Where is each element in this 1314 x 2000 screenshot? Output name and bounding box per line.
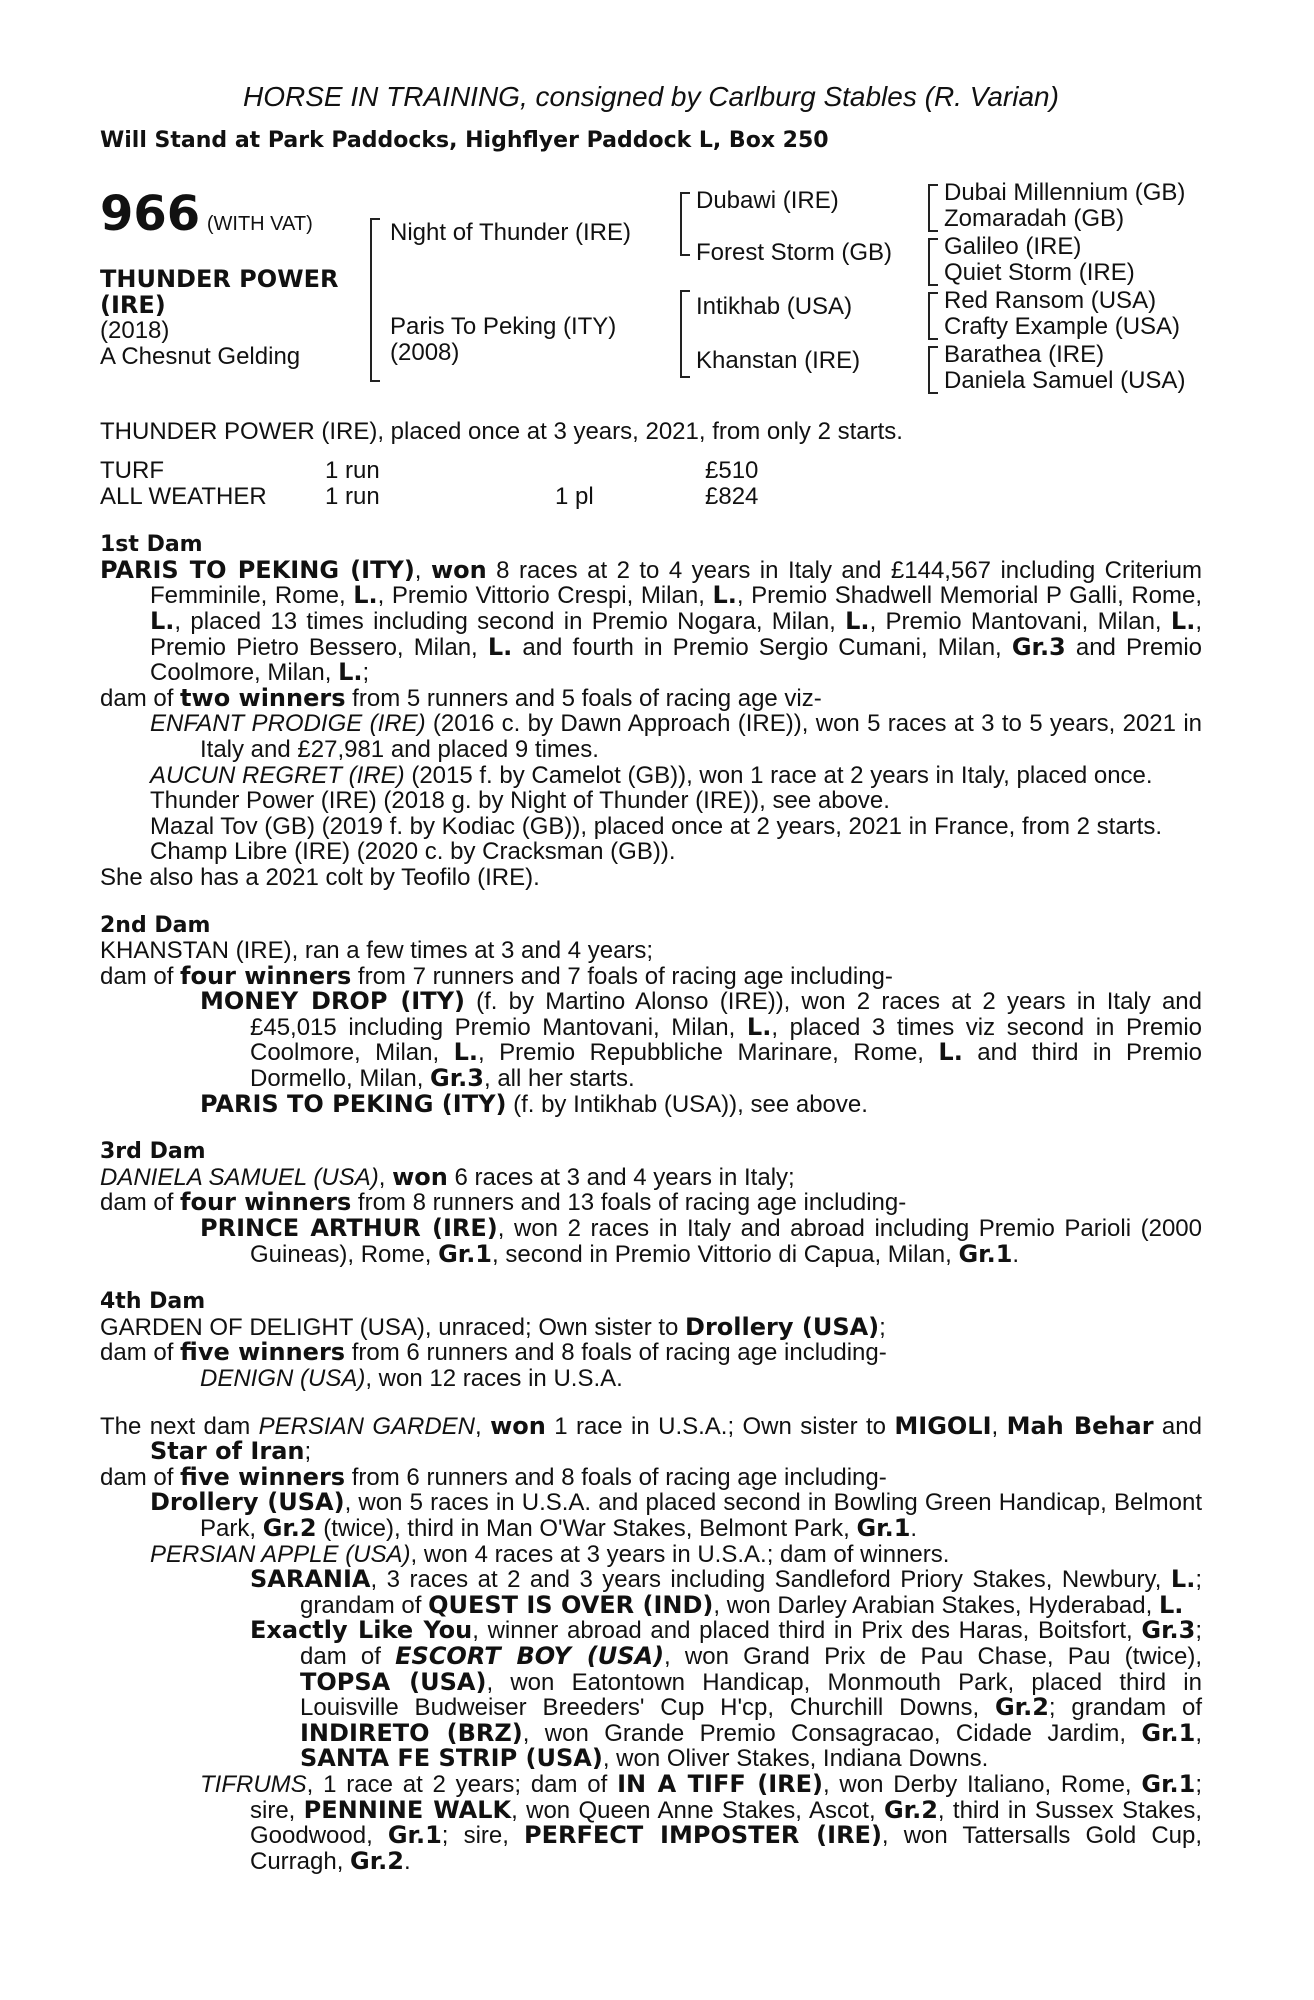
lot-number: 966 (100, 185, 201, 242)
fourth-dam-section (100, 1289, 1202, 1391)
dam: Paris To Peking (ITY) (390, 312, 617, 340)
first-dam-note: She also has a 2021 colt by Teofilo (IRE). (100, 863, 540, 891)
pedigree-block (100, 180, 1202, 415)
first-dam-record: PARIS TO PEKING (ITY), won 8 races at 2 to 4 years in Italy and £144,567 including Criterium Femminile, Rome, L., Premio Vittorio Crespi, Milan, L., Premio Shadwell Memorial P Galli, Rome, L., placed 13 times including second in Premio Nogara, Milan, L., Premio Mantovani, Milan, L., Premio Pietro Bessero, Milan, L. and fourth in Premio Sergio Cumani, Milan, Gr.3 and Premio Coolmore, Milan, L.; (100, 555, 1203, 687)
record-surface: TURF (100, 457, 164, 485)
ggp-brace-4 (928, 346, 938, 394)
sire-dam-brace (370, 218, 380, 382)
sire-sire: Dubawi (IRE) (696, 186, 839, 214)
list-item: MONEY DROP (ITY) (f. by Martino Alonso (IRE)), won 2 races at 2 years in Italy and £45,015 including Premio Mantovani, Milan, L., placed 3 times viz second in Premio Coolmore, Milan, L., Premio Repubbliche Marinare, Rome, L. and third in Premio Dormello, Milan, Gr.3, all her starts. (200, 987, 1203, 1093)
ggp-brace-1 (928, 184, 938, 232)
ggp-4: Quiet Storm (IRE) (944, 258, 1135, 286)
first-dam-section (100, 532, 1202, 890)
record-runs: 1 run (325, 483, 380, 511)
horse-description: A Chesnut Gelding (100, 342, 301, 370)
stand-location: Will Stand at Park Paddocks, Highflyer Paddock L, Box 250 (100, 128, 829, 153)
list-item: PARIS TO PEKING (ITY) (f. by Intikhab (USA)), see above. (200, 1089, 868, 1118)
second-dam-produce-summary: dam of four winners from 7 runners and 7 foals of racing age including- (100, 961, 893, 990)
table-row (100, 458, 758, 484)
record-prize: £824 (705, 483, 759, 511)
fourth-dam-record: GARDEN OF DELIGHT (USA), unraced; Own sister to Drollery (USA); (100, 1312, 886, 1341)
list-item: ENFANT PRODIGE (IRE) (2016 c. by Dawn Approach (IRE)), won 5 races at 3 to 5 years, 2021 in Italy and £27,981 and placed 9 times. (150, 710, 1202, 763)
second-dam-section (100, 913, 1202, 1118)
table-row (100, 484, 758, 510)
list-item: PERSIAN APPLE (USA), won 4 races at 3 years in U.S.A.; dam of winners. (150, 1540, 950, 1568)
record-placed: 1 pl (555, 483, 594, 511)
list-item: SARANIA, 3 races at 2 and 3 years including Sandleford Priory Stakes, Newbury, L.; grandam of QUEST IS OVER (IND), won Darley Arabian Stakes, Hyderabad, L. (250, 1565, 1202, 1619)
fourth-dam-produce-summary: dam of five winners from 6 runners and 8 foals of racing age including- (100, 1338, 887, 1367)
ggp-brace-3 (928, 292, 938, 340)
list-item: Thunder Power (IRE) (2018 g. by Night of Thunder (IRE)), see above. (150, 787, 890, 815)
list-item: Mazal Tov (GB) (2019 f. by Kodiac (GB)), placed once at 2 years, 2021 in France, from 2 starts. (150, 812, 1162, 840)
ggp-6: Crafty Example (USA) (944, 312, 1181, 340)
section-title: 4th Dam (100, 1289, 206, 1315)
section-title: 2nd Dam (100, 912, 211, 938)
ggp-8: Daniela Samuel (USA) (944, 366, 1186, 394)
list-item: TIFRUMS, 1 race at 2 years; dam of IN A TIFF (IRE), won Derby Italiano, Rome, Gr.1; sire, PENNINE WALK, won Queen Anne Stakes, Ascot, Gr.2, third in Sussex Stakes, Goodwood, Gr.1; sire, PERFECT IMPOSTER (IRE), won Tattersalls Gold Cup, Curragh, Gr.2. (200, 1769, 1203, 1875)
dam-parents-brace (680, 290, 690, 378)
record-runs: 1 run (325, 457, 380, 485)
list-item: Exactly Like You, winner abroad and placed third in Prix des Haras, Boitsfort, Gr.3; dam of ESCORT BOY (USA), won Grand Prix de Pau Chase, Pau (twice), TOPSA (USA), won Eatontown Handicap, Monmouth Park, placed third in Louisville Budweiser Breeders' Cup H'cp, Churchill Downs, Gr.2; grandam of INDIRETO (BRZ), won Grande Premio Consagracao, Cidade Jardim, Gr.1, SANTA FE STRIP (USA), won Oliver Stakes, Indiana Downs. (250, 1616, 1203, 1773)
list-item: Drollery (USA), won 5 races in U.S.A. and placed second in Bowling Green Handicap, Belmont Park, Gr.2 (twice), third in Man O'War Stakes, Belmont Park, Gr.1. (150, 1488, 1202, 1542)
section-title: 1st Dam (100, 532, 203, 558)
ggp-3: Galileo (IRE) (944, 232, 1082, 260)
next-dam-section (100, 1411, 1203, 1875)
section-title: 3rd Dam (100, 1139, 206, 1165)
record-surface: ALL WEATHER (100, 483, 267, 511)
sire-dam: Forest Storm (GB) (696, 238, 893, 266)
dam-sire: Intikhab (USA) (696, 292, 853, 320)
third-dam-produce-summary: dam of four winners from 8 runners and 13 foals of racing age including- (100, 1188, 907, 1217)
next-dam-produce-summary: dam of five winners from 6 runners and 8 foals of racing age including- (100, 1462, 887, 1491)
ggp-5: Red Ransom (USA) (944, 286, 1157, 314)
list-item: AUCUN REGRET (IRE) (2015 f. by Camelot (GB)), won 1 race at 2 years in Italy, placed once. (150, 761, 1153, 789)
record-prize: £510 (705, 457, 759, 485)
ggp-2: Zomaradah (GB) (944, 204, 1125, 232)
vat-note: (WITH VAT) (206, 212, 313, 235)
third-dam-record: DANIELA SAMUEL (USA), won 6 races at 3 and 4 years in Italy; (100, 1162, 795, 1191)
horse-name-line1: THUNDER POWER (100, 264, 339, 293)
next-dam-record: The next dam PERSIAN GARDEN, won 1 race in U.S.A.; Own sister to MIGOLI, Mah Behar and Star of Iran; (100, 1411, 1202, 1466)
second-dam-record: KHANSTAN (IRE), ran a few times at 3 and 4 years; (100, 937, 654, 965)
list-item: Champ Libre (IRE) (2020 c. by Cracksman (GB)). (150, 838, 676, 866)
race-record-table (100, 458, 758, 510)
catalogue-page (100, 80, 1202, 1874)
lot-number-line (100, 185, 313, 242)
ggp-1: Dubai Millennium (GB) (944, 178, 1186, 206)
dam-dam: Khanstan (IRE) (696, 346, 861, 374)
sire-parents-brace (680, 192, 690, 256)
race-summary: THUNDER POWER (IRE), placed once at 3 years, 2021, from only 2 starts. (100, 417, 903, 445)
page-header: HORSE IN TRAINING, consigned by Carlburg Stables (R. Varian) (243, 81, 1059, 112)
sire: Night of Thunder (IRE) (390, 218, 631, 246)
horse-year: (2018) (100, 316, 170, 344)
ggp-7: Barathea (IRE) (944, 340, 1105, 368)
list-item: DENIGN (USA), won 12 races in U.S.A. (200, 1365, 623, 1392)
record-placed (555, 458, 705, 484)
ggp-brace-2 (928, 238, 938, 286)
horse-name-line2: (IRE) (100, 290, 166, 319)
first-dam-produce-summary: dam of two winners from 5 runners and 5 foals of racing age viz- (100, 683, 822, 712)
list-item: PRINCE ARTHUR (IRE), won 2 races in Italy and abroad including Premio Parioli (2000 Guineas), Rome, Gr.1, second in Premio Vittorio di Capua, Milan, Gr.1. (200, 1214, 1203, 1268)
third-dam-section (100, 1139, 1202, 1267)
dam-year: (2008) (390, 338, 460, 366)
